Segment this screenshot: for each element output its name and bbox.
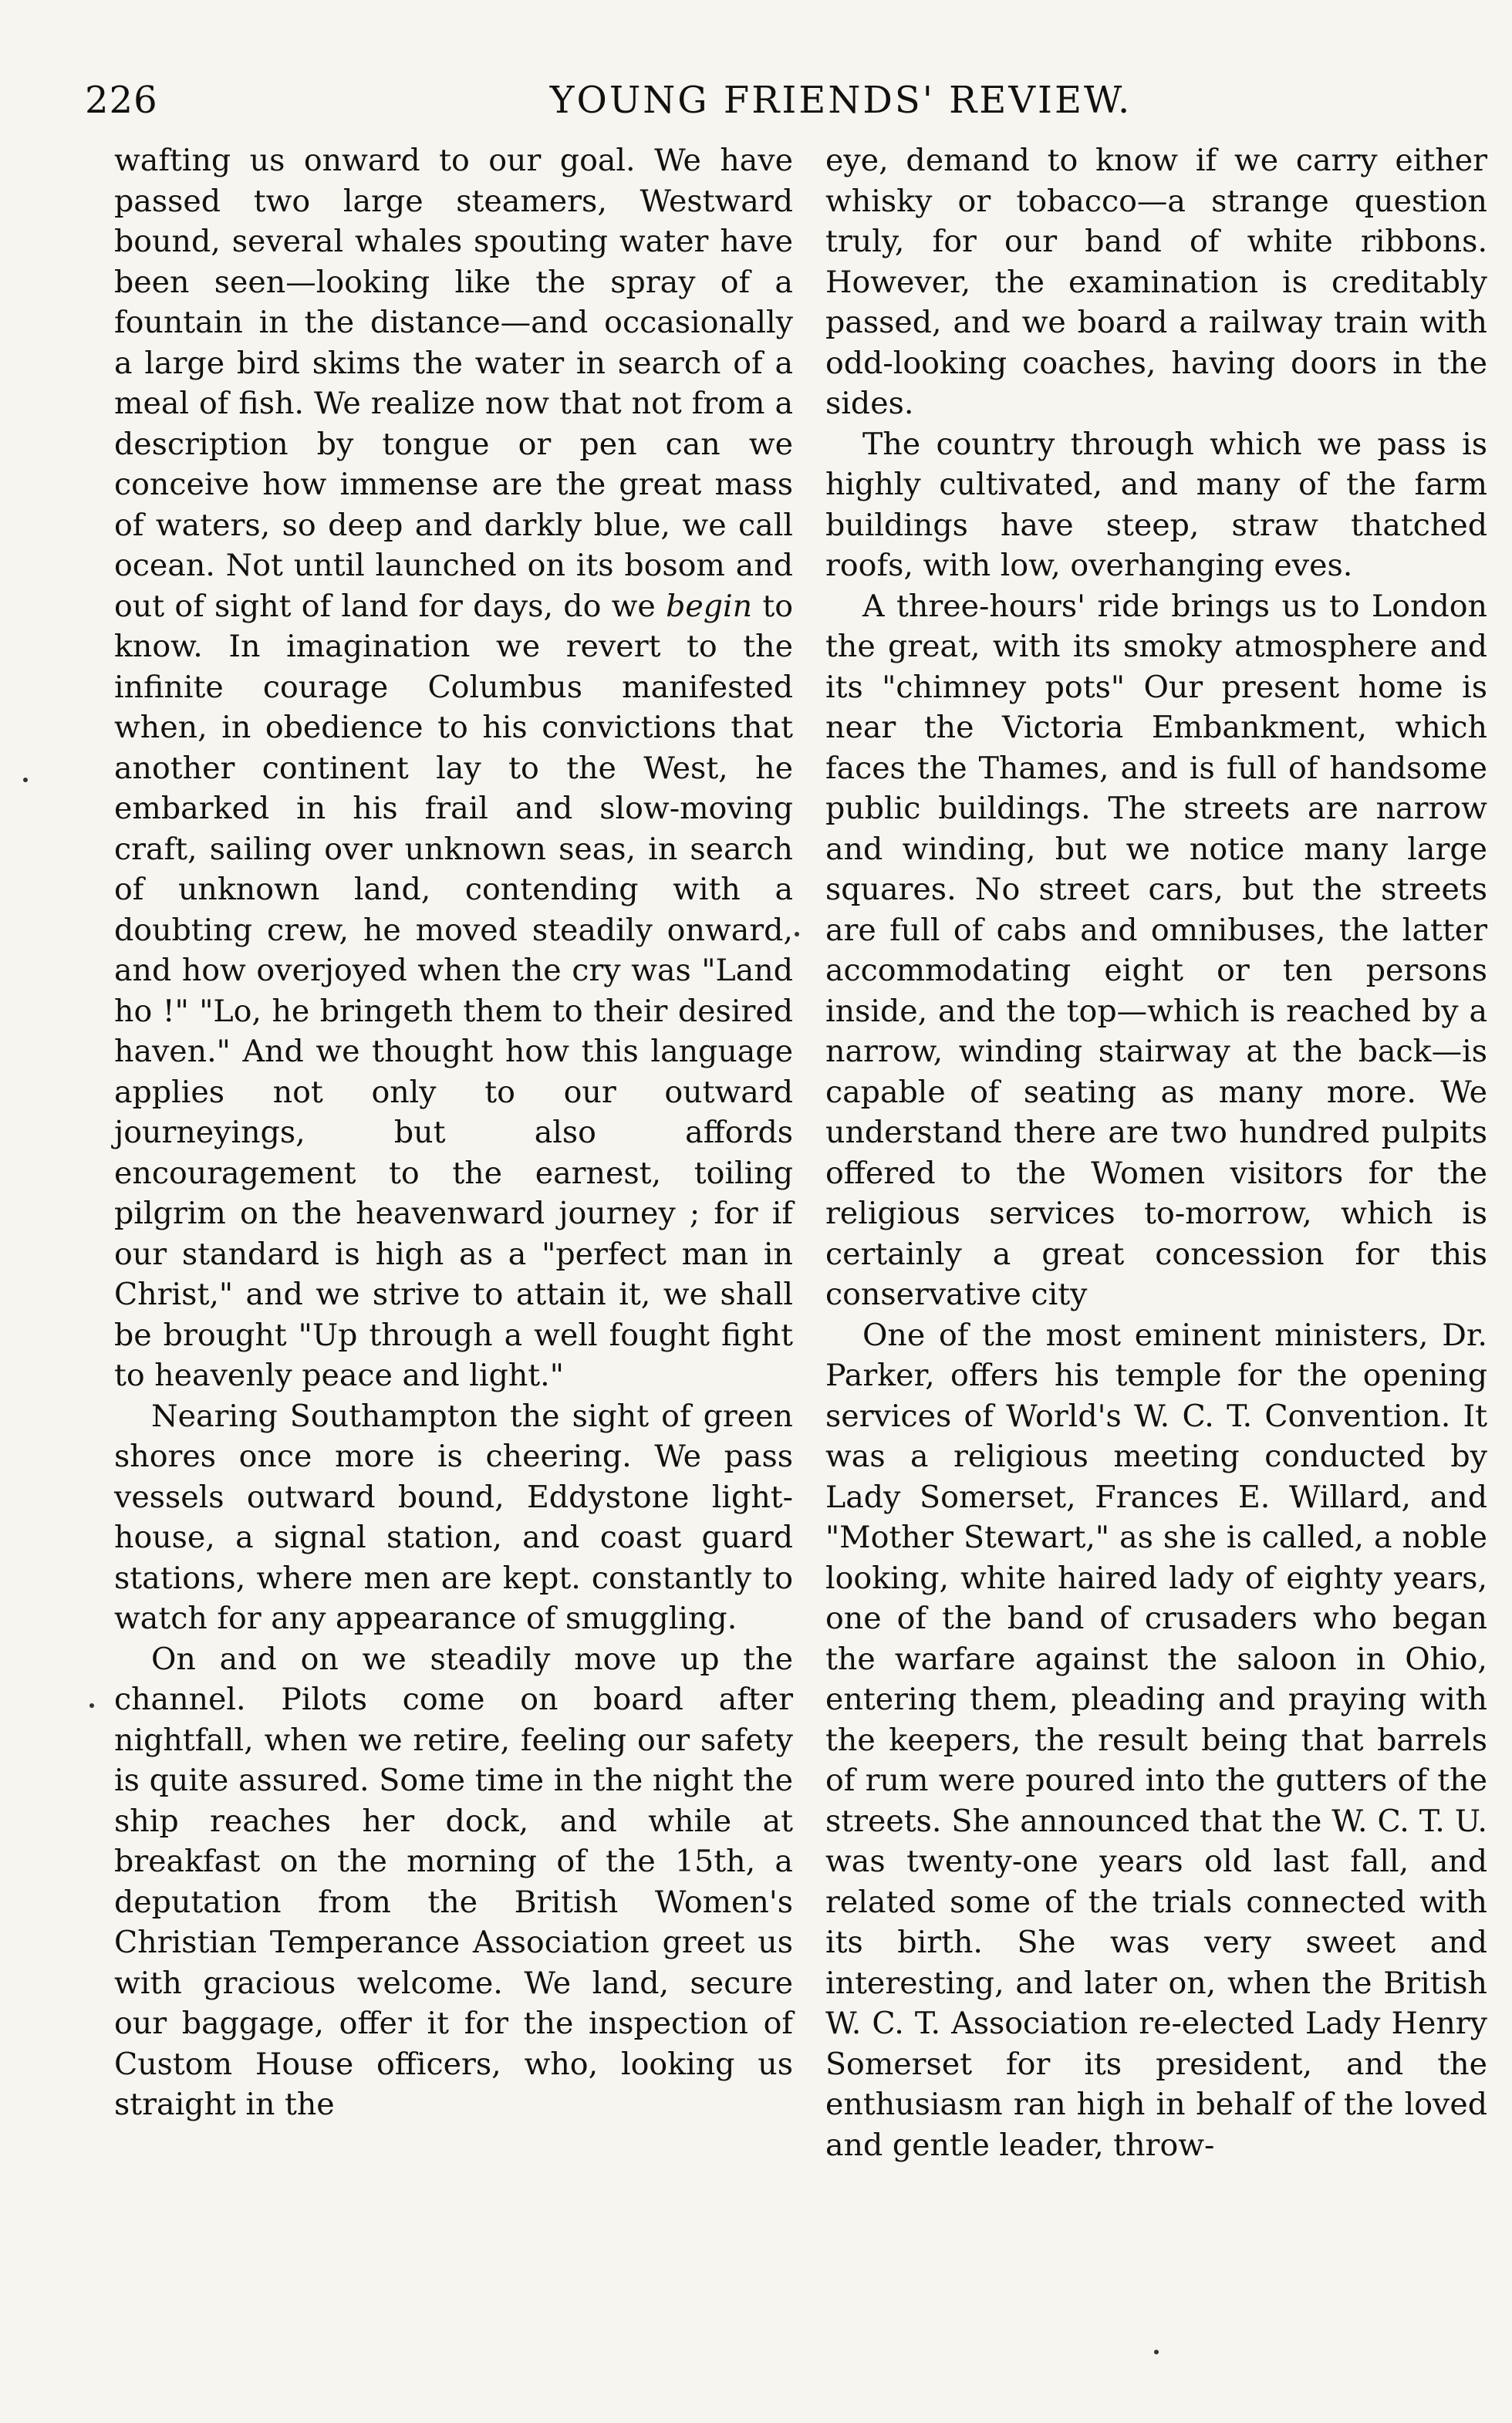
paragraph-text: wafting us onward to our goal. We have passed two large steamers, Westward bound, several whales spouting water have been seen—looking like the spray of a fountain in the distance—and occasionally a large bird skims the water in search of a meal of fish. We realize now that not from a description by tongue or pen can we conceive how immense are the great mass of waters, so deep and darkly blue, we call ocean. Not until launched on its bosom and out of sight of land for days, do we (114, 143, 793, 624)
page-number: 226 (85, 79, 158, 122)
paragraph: On and on we steadily move up the channel. Pilots come on board after nightfall, when we retire, feeling our safety is quite assured. Some time in the night the ship reaches her dock, and while at breakfast on the morning of the 15th, a deputation from the British Women's Christian Temperance Association greet us with gracious welcome. We land, secure our baggage, offer it for the inspection of Custom House officers, who, looking us straight in the (114, 1641, 793, 2122)
paragraph (114, 140, 793, 1396)
paragraph: The country through which we pass is highly cultivated, and many of the farm buildings have steep, straw thatched roofs, with low, overhanging eves. (825, 426, 1487, 583)
paragraph: eye, demand to know if we carry either whisky or tobacco—a strange question truly, for our band of white ribbons. However, the examination is creditably passed, and we board a railway train with odd-looking coaches, having doors in the sides. (825, 143, 1487, 421)
print-speck (23, 778, 28, 782)
paragraph: A three-hours' ride brings us to London the great, with its smoky atmosphere and its "chimney pots" Our present home is near the Victoria Embankment, which faces the Thames, and is full of handsome public buildings. The streets are narrow and winding, but we notice many large squares. No street cars, but the streets are full of cabs and omnibuses, the latter accommodating eight or ten persons inside, and the top—which is reached by a narrow, winding stairway at the back—is capable of seating as many more. We understand there are two hundred pulpits offered to the Women visitors for the religious services to-morrow, which is certainly a great concession for this conservative city (825, 588, 1487, 1312)
paragraph: One of the most eminent ministers, Dr. Parker, offers his temple for the opening services of World's W. C. T. Convention. It was a religious meeting conducted by Lady Somerset, Frances E. Willard, and "Mother Stewart," as she is called, a noble looking, white haired lady of eighty years, one of the band of crusaders who began the warfare against the saloon in Ohio, entering them, pleading and praying with the keepers, the result being that barrels of rum were poured into the gutters of the streets. She announced that the W. C. T. U. was twenty-one years old last fall, and related some of the trials connected with its birth. She was very sweet and interesting, and later on, when the British W. C. T. Association re-elected Lady Henry Somerset for its president, and the enthusiasm ran high in behalf of the loved and gentle leader, throw- (825, 1317, 1487, 2163)
page-header (77, 79, 1481, 125)
left-column (114, 140, 793, 2125)
paragraph-text: to know. In imagination we revert to the infinite courage Columbus manifested when, in obedience to his convictions that another continent lay to the West, he embarked in his frail and slow-moving craft, sailing over unknown seas, in search of unknown land, contending with a doubting crew, he moved steadily onward, and how overjoyed when the cry was "Land ho !" "Lo, he bringeth them to their desired haven." And we thought how this language applies not only to our outward journeyings, but also affords encouragement to the earnest, toiling pilgrim on the heavenward journey ; for if our standard is high as a "perfect man in Christ," and we strive to attain it, we shall be brought "Up through a well fought fight to heavenly peace and light." (114, 588, 793, 1393)
journal-title: YOUNG FRIENDS' REVIEW. (549, 79, 1132, 122)
emphasized-word: begin (666, 588, 753, 624)
print-speck (1154, 2350, 1159, 2354)
paragraph: Nearing Southampton the sight of green shores once more is cheering. We pass vessels outward bound, Eddystone light-house, a signal station, and coast guard stations, where men are kept. constantly to watch for any appearance of smuggling. (114, 1398, 793, 1636)
print-speck (795, 932, 799, 936)
print-speck (89, 1703, 94, 1708)
right-column (825, 140, 1487, 2165)
